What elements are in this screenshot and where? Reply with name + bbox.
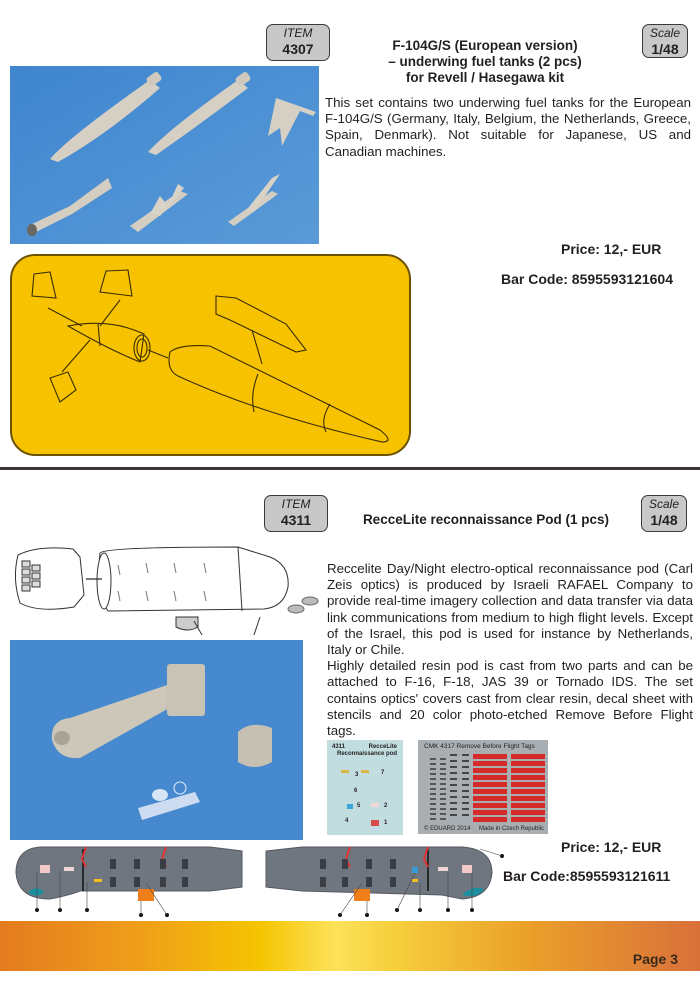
decal-number: 1: [384, 820, 388, 826]
scale-badge-4307: [642, 24, 688, 58]
pe-strip: [462, 754, 469, 820]
decal-mark: [341, 770, 349, 773]
title-line: RecceLite reconnaissance Pod (1 pcs): [362, 512, 610, 527]
decal-number: 4: [345, 818, 349, 824]
scale-badge-4311: [641, 495, 687, 532]
pe-strip: [450, 754, 457, 820]
decal-number: 2: [384, 803, 388, 809]
decal-mark: [371, 820, 379, 826]
item-number: 4311: [280, 512, 312, 528]
title-line: – underwing fuel tanks (2 pcs): [388, 54, 582, 69]
description-paragraph: Highly detailed resin pod is cast from two parts and can be attached to F-16, F-18, JAS 39 or Tornado IDS. The set contains optics' covers cast from clear resin, decal sheet with stencils and 20 color photo-etched Remove Before Flight tags.: [327, 658, 693, 739]
page-footer-band: [0, 921, 700, 971]
decal-sheet-image: [327, 740, 403, 835]
product-photo-recce-pod: [10, 640, 303, 840]
barcode-4307: Bar Code: 8595593121604: [501, 271, 674, 287]
section-divider: [0, 467, 700, 470]
decal-number: 3: [355, 772, 359, 778]
assembly-diagram-fuel-tank: [10, 254, 411, 456]
decal-mark: [361, 770, 369, 773]
decal-number: 6: [354, 788, 358, 794]
photo-etched-sheet-image: [418, 740, 548, 834]
product-description-4311: [327, 561, 693, 739]
scale-label: Scale: [649, 26, 681, 40]
page-number: Page 3: [632, 951, 678, 967]
product-photo-fuel-tanks: [10, 66, 319, 244]
item-badge-4311: [264, 495, 328, 532]
barcode-4311: Bar Code:8595593121611: [503, 868, 671, 884]
decal-number: 5: [357, 803, 361, 809]
decal-mark: [371, 803, 379, 807]
scale-label: Scale: [648, 497, 680, 511]
item-badge-4307: [266, 24, 330, 61]
item-label: ITEM: [281, 497, 311, 511]
pe-origin: Made in Czech Republic: [478, 826, 544, 832]
decal-number: 7: [381, 770, 385, 776]
pe-tags-column: [511, 754, 545, 822]
assembly-diagram-recce-pod: [8, 535, 320, 635]
pod-stencil-diagram-left: [10, 845, 248, 921]
pe-copyright: © EDUARD 2014: [424, 826, 471, 832]
pe-strip: [440, 758, 446, 820]
pe-strip: [430, 758, 436, 820]
item-number: 4307: [282, 41, 314, 57]
title-line: F-104G/S (European version): [392, 38, 578, 53]
title-line: for Revell / Hasegawa kit: [405, 70, 565, 85]
pod-stencil-diagram-right: [262, 845, 504, 921]
decal-title-1: RecceLite: [368, 744, 397, 750]
decal-title-2: Reconnaissance pod: [337, 751, 398, 757]
decal-code: 4311: [332, 744, 346, 750]
description-paragraph: Reccelite Day/Night electro-optical reconnaissance pod (Carl Zeis optics) is produced by Israeli RAFAEL Company to provide real-time imagery collection and data transfer via data link communications from medium to high flight levels. Except of the Israel, this pod is used for instance by Netherlands, Italy or Chile.: [327, 561, 693, 658]
price-4307: Price: 12,- EUR: [561, 241, 662, 257]
product-title-4307: [335, 38, 635, 86]
decal-mark: [347, 804, 353, 809]
pe-sheet-title: CMK 4317 Remove Before Flight Tags: [424, 743, 535, 750]
price-4311: Price: 12,- EUR: [561, 839, 662, 855]
product-description-4307: This set contains two underwing fuel tanks for the European F-104G/S (Germany, Italy, Belgium, the Netherlands, Greece, Spain, Denmark). Not suitable for Japanese, US and Canadian machines.: [325, 95, 691, 159]
scale-value: 1/48: [650, 512, 678, 528]
scale-value: 1/48: [651, 41, 679, 57]
item-label: ITEM: [283, 26, 313, 40]
product-title-4311: [350, 512, 622, 528]
pe-tags-column: [473, 754, 507, 822]
